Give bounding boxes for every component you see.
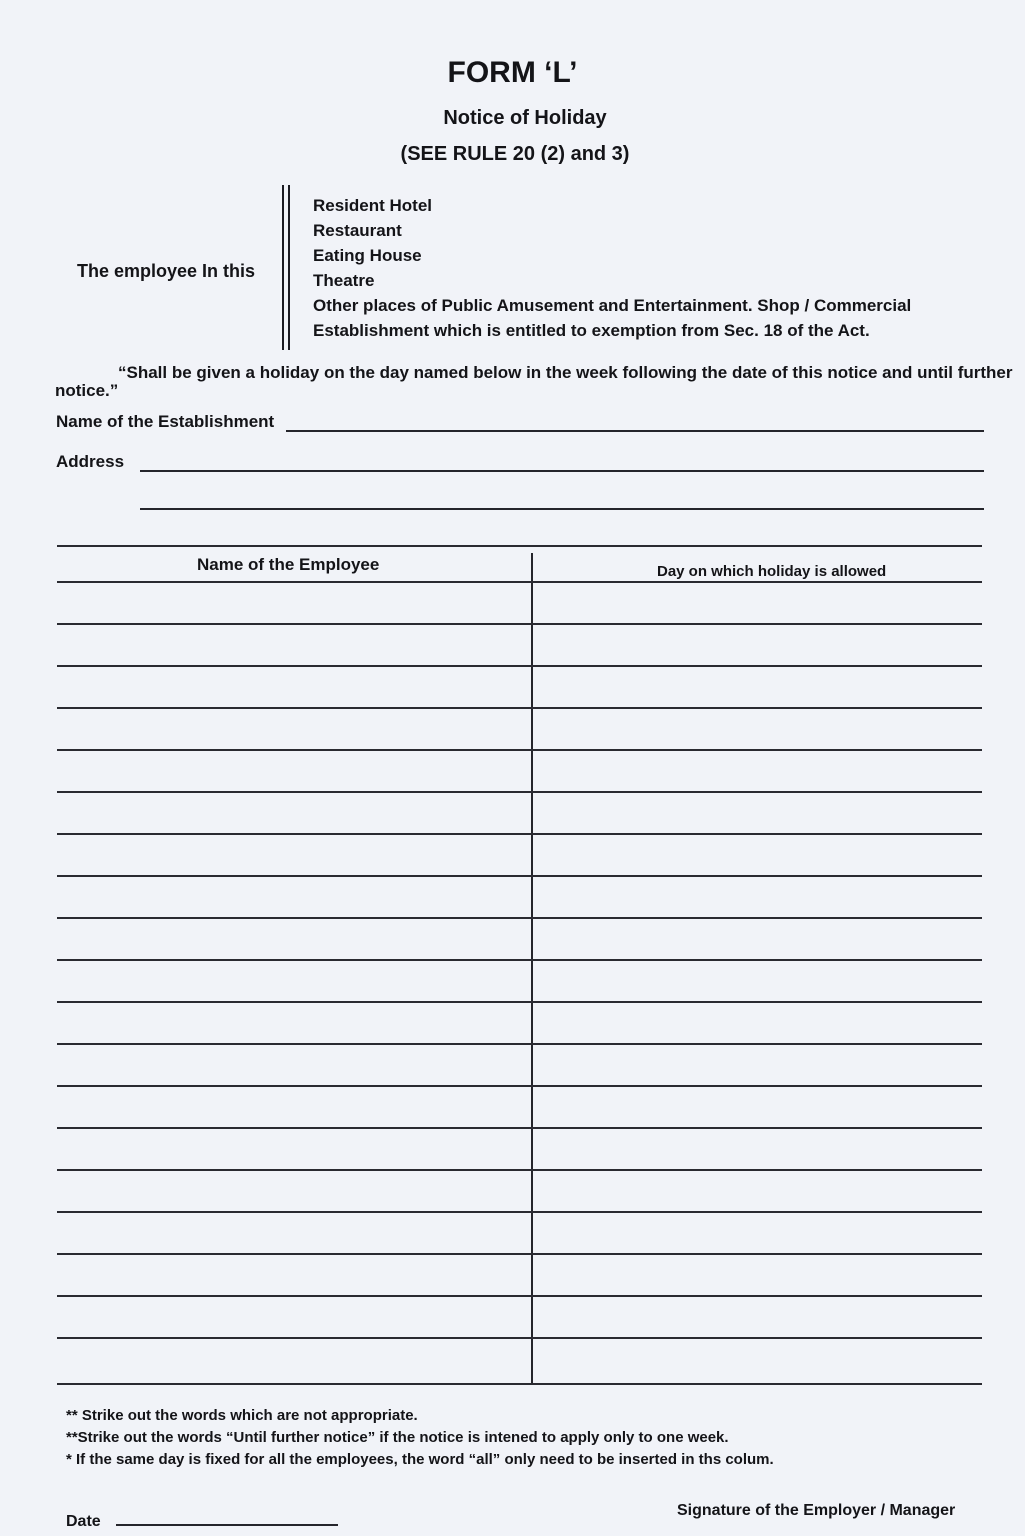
establishment-name-label: Name of the Establishment	[56, 412, 275, 431]
table-row[interactable]	[57, 1253, 982, 1255]
header-bottom-line	[57, 581, 982, 583]
establishment-name-field[interactable]	[286, 430, 984, 432]
column-divider	[531, 553, 533, 1385]
table-bottom-line	[57, 1383, 982, 1385]
footnote-same-day: * If the same day is fixed for all the employees, the word “all” only need to be inserted in ths colum.	[66, 1451, 774, 1468]
table-row[interactable]	[57, 1085, 982, 1087]
holiday-statement-end: notice.”	[55, 381, 119, 400]
type-restaurant: Restaurant	[313, 221, 402, 240]
table-row[interactable]	[57, 917, 982, 919]
footnote-until-further-notice: **Strike out the words “Until further notice” if the notice is intened to apply only to one week.	[66, 1429, 729, 1446]
type-exempt-establishment: Establishment which is entitled to exemption from Sec. 18 of the Act.	[313, 321, 870, 340]
type-other-places: Other places of Public Amusement and Entertainment. Shop / Commercial	[313, 296, 912, 315]
form-title: FORM ‘L’	[447, 56, 578, 89]
date-label: Date	[66, 1513, 101, 1530]
table-row[interactable]	[57, 1211, 982, 1213]
rule-reference: (SEE RULE 20 (2) and 3)	[400, 143, 630, 165]
type-eating-house: Eating House	[313, 246, 422, 265]
table-row[interactable]	[57, 1169, 982, 1171]
table-row[interactable]	[57, 707, 982, 709]
type-resident-hotel: Resident Hotel	[313, 196, 433, 215]
employee-name-header: Name of the Employee	[197, 555, 380, 574]
table-row[interactable]	[57, 1295, 982, 1297]
table-row[interactable]	[57, 1001, 982, 1003]
table-row[interactable]	[57, 623, 982, 625]
establishment-type-list	[313, 193, 911, 343]
table-row[interactable]	[57, 1337, 982, 1339]
table-top-line	[57, 545, 982, 547]
date-field[interactable]	[116, 1524, 338, 1526]
holiday-day-header: Day on which holiday is allowed	[657, 563, 887, 580]
type-theatre: Theatre	[313, 271, 375, 290]
table-row[interactable]	[57, 791, 982, 793]
address-label: Address	[56, 452, 125, 471]
table-row[interactable]	[57, 1127, 982, 1129]
employee-label: The employee In this	[77, 261, 256, 281]
table-row[interactable]	[57, 875, 982, 877]
bracket-line-right	[288, 185, 290, 350]
footnote-strike-out: ** Strike out the words which are not appropriate.	[66, 1407, 418, 1424]
table-row[interactable]	[57, 833, 982, 835]
employee-holiday-table	[57, 545, 982, 1390]
holiday-statement: “Shall be given a holiday on the day named below in the week following the date of this notice and until further	[118, 363, 1013, 382]
table-row[interactable]	[57, 959, 982, 961]
form-subtitle: Notice of Holiday	[443, 107, 607, 129]
table-row[interactable]	[57, 665, 982, 667]
bracket-line-left	[282, 185, 284, 350]
signature-label: Signature of the Employer / Manager	[677, 1502, 956, 1519]
table-row[interactable]	[57, 1043, 982, 1045]
address-field-line-1[interactable]	[140, 470, 984, 472]
address-field-line-2[interactable]	[140, 508, 984, 510]
table-row[interactable]	[57, 749, 982, 751]
footnotes	[66, 1405, 774, 1471]
